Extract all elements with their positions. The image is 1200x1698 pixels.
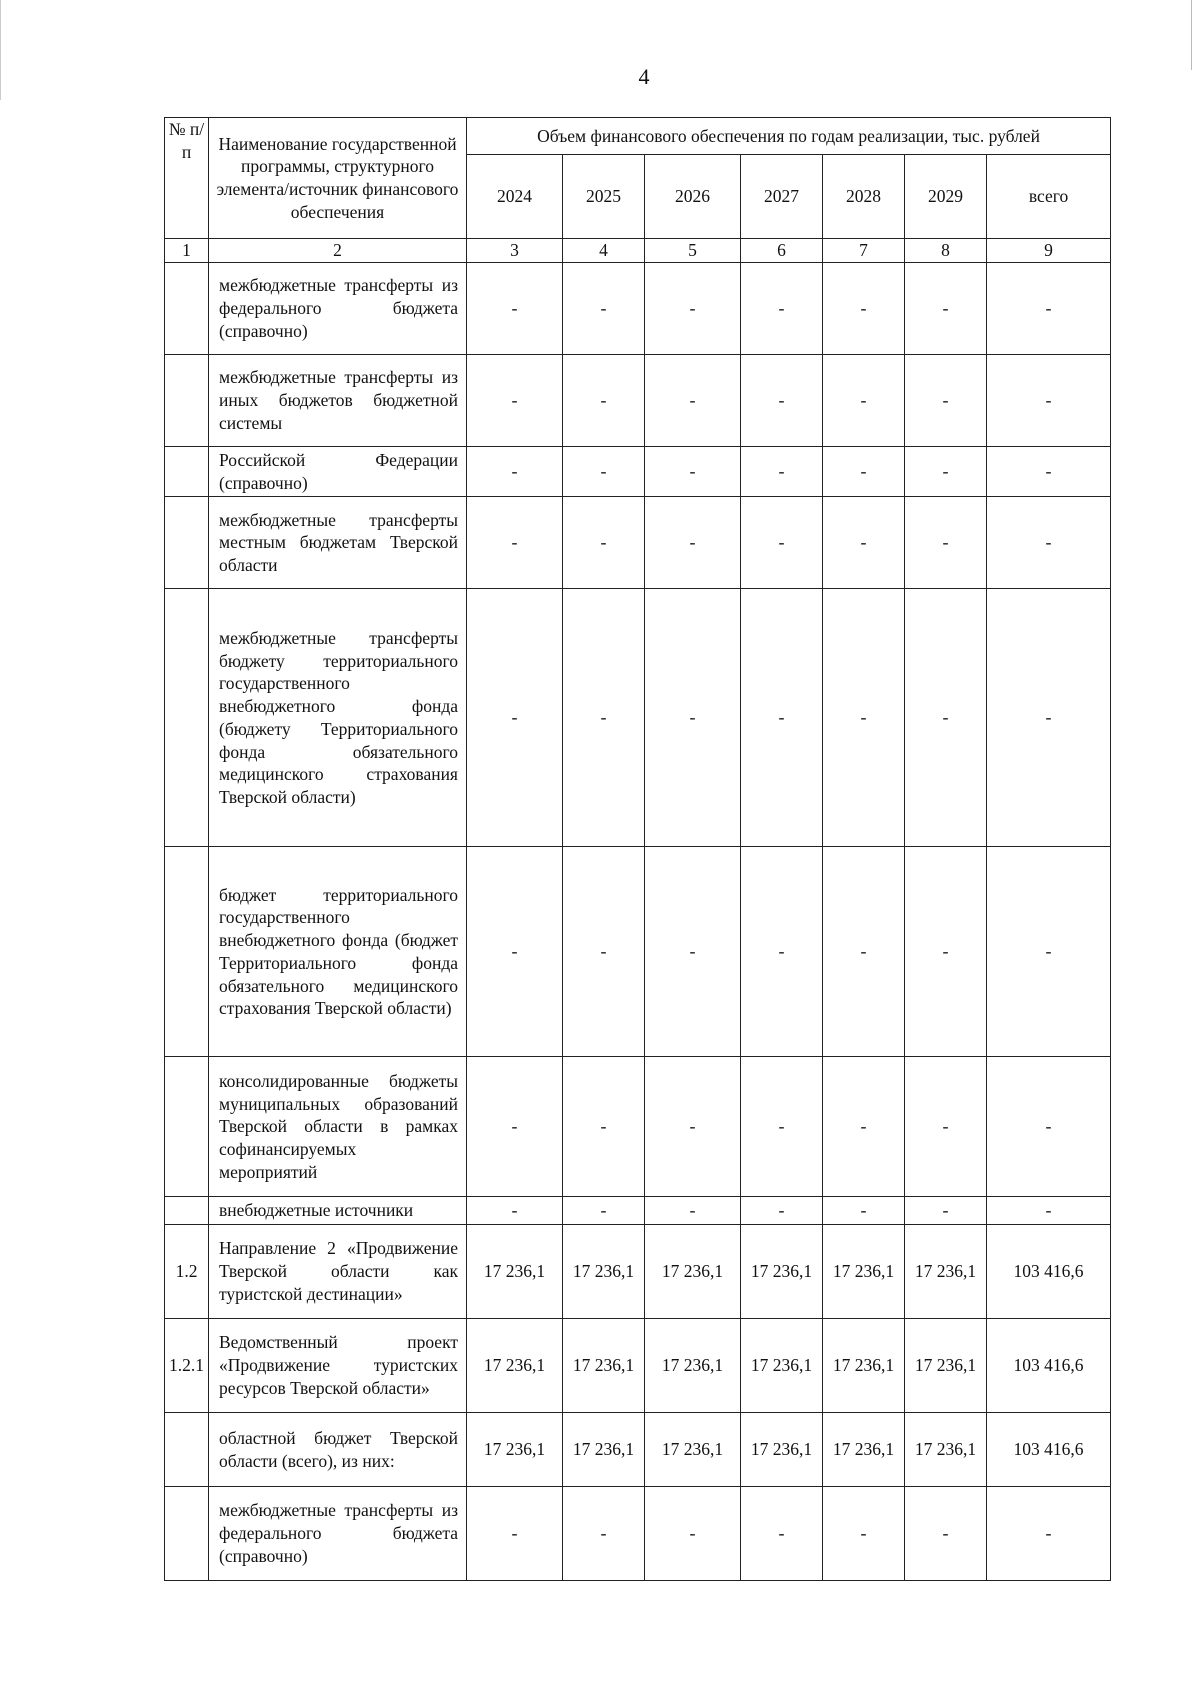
- year-value: 17 236,1: [823, 1413, 905, 1487]
- row-name: межбюджетные трансферты из иных бюджетов бюджетной системы: [219, 367, 458, 433]
- table-row: [165, 1057, 1111, 1197]
- year-value: 17 236,1: [467, 1413, 563, 1487]
- year-value: -: [467, 1487, 563, 1581]
- total-value: -: [987, 1487, 1111, 1581]
- row-number: 1.2.1: [165, 1319, 209, 1413]
- column-index: 2: [209, 239, 467, 263]
- row-name-cell: [209, 589, 467, 847]
- year-value: 17 236,1: [905, 1319, 987, 1413]
- table-row: [165, 847, 1111, 1057]
- row-name-cell: [209, 1487, 467, 1581]
- column-index: 5: [645, 239, 741, 263]
- year-value: 17 236,1: [741, 1225, 823, 1319]
- year-value: -: [563, 1487, 645, 1581]
- total-value: 103 416,6: [987, 1225, 1111, 1319]
- year-value: -: [823, 262, 905, 354]
- year-value: -: [741, 497, 823, 589]
- year-value: -: [823, 589, 905, 847]
- year-value: -: [563, 497, 645, 589]
- year-value: -: [823, 497, 905, 589]
- year-value: -: [905, 262, 987, 354]
- year-value: 17 236,1: [741, 1413, 823, 1487]
- row-number: [165, 847, 209, 1057]
- year-value: -: [741, 446, 823, 497]
- year-value: -: [741, 589, 823, 847]
- year-value: -: [905, 446, 987, 497]
- column-index: 6: [741, 239, 823, 263]
- row-name: областной бюджет Тверской области (всего), из них:: [219, 1427, 458, 1471]
- year-value: -: [823, 354, 905, 446]
- year-value: -: [905, 1197, 987, 1225]
- year-value: -: [645, 446, 741, 497]
- year-value: -: [905, 354, 987, 446]
- row-number: [165, 589, 209, 847]
- year-value: -: [563, 262, 645, 354]
- year-value: -: [563, 589, 645, 847]
- year-value: -: [905, 1487, 987, 1581]
- year-value: -: [563, 1197, 645, 1225]
- row-number: [165, 1487, 209, 1581]
- year-value: 17 236,1: [645, 1319, 741, 1413]
- column-index: 8: [905, 239, 987, 263]
- header-number: № п/п: [165, 118, 209, 239]
- year-value: -: [645, 497, 741, 589]
- table-row: [165, 1225, 1111, 1319]
- row-name-cell: [209, 1319, 467, 1413]
- table-row: [165, 589, 1111, 847]
- row-name: Ведомственный проект «Продвижение туристских ресурсов Тверской области»: [219, 1332, 458, 1398]
- total-value: -: [987, 497, 1111, 589]
- row-name: Направление 2 «Продвижение Тверской области как туристской дестинации»: [219, 1238, 458, 1304]
- year-value: 17 236,1: [741, 1319, 823, 1413]
- year-value: -: [645, 354, 741, 446]
- row-name: бюджет территориального государственного внебюджетного фонда (бюджет Территориального фонда обязательного медицинского страхования Тверской области): [219, 884, 458, 1019]
- year-value: -: [741, 1057, 823, 1197]
- year-value: -: [905, 589, 987, 847]
- year-value: -: [823, 446, 905, 497]
- year-value: -: [905, 1057, 987, 1197]
- row-name: Российской Федерации (справочно): [219, 449, 458, 493]
- row-name-cell: [209, 1413, 467, 1487]
- year-value: -: [467, 1197, 563, 1225]
- column-index: 1: [165, 239, 209, 263]
- row-name: внебюджетные источники: [219, 1200, 414, 1221]
- year-value: -: [467, 446, 563, 497]
- header-year: 2026: [645, 155, 741, 239]
- year-value: -: [467, 1057, 563, 1197]
- row-name-cell: [209, 354, 467, 446]
- year-value: -: [467, 262, 563, 354]
- year-value: -: [645, 1197, 741, 1225]
- year-value: 17 236,1: [563, 1319, 645, 1413]
- row-name: межбюджетные трансферты из федерального бюджета (справочно): [219, 1500, 458, 1566]
- year-value: 17 236,1: [905, 1413, 987, 1487]
- year-value: -: [645, 1057, 741, 1197]
- year-value: -: [823, 1057, 905, 1197]
- row-number: [165, 354, 209, 446]
- year-value: 17 236,1: [563, 1225, 645, 1319]
- year-value: 17 236,1: [645, 1413, 741, 1487]
- year-value: -: [563, 847, 645, 1057]
- column-index: 7: [823, 239, 905, 263]
- year-value: 17 236,1: [467, 1225, 563, 1319]
- table-row: [165, 1197, 1111, 1225]
- row-number: [165, 262, 209, 354]
- table-row: [165, 262, 1111, 354]
- scan-edge-mark-right: [1191, 0, 1192, 70]
- table-row: [165, 354, 1111, 446]
- row-number: 1.2: [165, 1225, 209, 1319]
- total-value: -: [987, 847, 1111, 1057]
- row-name: межбюджетные трансферты из федерального бюджета (справочно): [219, 275, 458, 341]
- header-name: Наименование государственной программы, структурного элемента/источник финансового обеспечения: [209, 118, 467, 239]
- row-name-cell: [209, 262, 467, 354]
- row-name: межбюджетные трансферты бюджету территориального государственного внебюджетного фонда (бюджету Территориального фонда обязательного медицинского страхования Тверской области): [219, 627, 458, 807]
- year-value: -: [645, 262, 741, 354]
- year-value: 17 236,1: [563, 1413, 645, 1487]
- year-value: -: [741, 354, 823, 446]
- year-value: -: [905, 847, 987, 1057]
- row-name: консолидированные бюджеты муниципальных образований Тверской области в рамках софинансируемых мероприятий: [219, 1070, 458, 1182]
- row-number: [165, 446, 209, 497]
- total-value: -: [987, 446, 1111, 497]
- year-value: -: [741, 262, 823, 354]
- table-row: [165, 1413, 1111, 1487]
- year-value: 17 236,1: [823, 1225, 905, 1319]
- row-name-cell: [209, 446, 467, 497]
- table-row: [165, 446, 1111, 497]
- header-row: [165, 118, 1111, 155]
- year-value: 17 236,1: [905, 1225, 987, 1319]
- year-value: -: [467, 354, 563, 446]
- table-row: [165, 1319, 1111, 1413]
- year-value: 17 236,1: [645, 1225, 741, 1319]
- year-value: -: [741, 847, 823, 1057]
- year-value: 17 236,1: [467, 1319, 563, 1413]
- row-name-cell: [209, 1197, 467, 1225]
- year-value: -: [563, 446, 645, 497]
- year-value: -: [741, 1197, 823, 1225]
- total-value: -: [987, 1197, 1111, 1225]
- year-value: -: [645, 847, 741, 1057]
- year-value: -: [563, 1057, 645, 1197]
- row-name-cell: [209, 1057, 467, 1197]
- year-value: -: [645, 589, 741, 847]
- year-value: -: [467, 497, 563, 589]
- table-row: [165, 497, 1111, 589]
- row-number: [165, 1413, 209, 1487]
- column-index: 4: [563, 239, 645, 263]
- header-year: 2025: [563, 155, 645, 239]
- year-value: -: [823, 1197, 905, 1225]
- year-value: -: [467, 847, 563, 1057]
- header-year: 2029: [905, 155, 987, 239]
- total-value: -: [987, 262, 1111, 354]
- header-year: 2027: [741, 155, 823, 239]
- year-value: 17 236,1: [823, 1319, 905, 1413]
- header-year: 2028: [823, 155, 905, 239]
- row-name-cell: [209, 497, 467, 589]
- year-value: -: [645, 1487, 741, 1581]
- total-value: 103 416,6: [987, 1319, 1111, 1413]
- row-name-cell: [209, 1225, 467, 1319]
- page-number: 4: [638, 64, 650, 89]
- financing-table: [164, 117, 1111, 1581]
- column-index: 3: [467, 239, 563, 263]
- year-value: -: [905, 497, 987, 589]
- year-value: -: [467, 589, 563, 847]
- total-value: -: [987, 1057, 1111, 1197]
- table-body: [165, 118, 1111, 1581]
- row-number: [165, 497, 209, 589]
- header-total: всего: [987, 155, 1111, 239]
- column-index: 9: [987, 239, 1111, 263]
- year-value: -: [823, 847, 905, 1057]
- column-index-row: [165, 239, 1111, 263]
- year-value: -: [823, 1487, 905, 1581]
- header-financing-volume: Объем финансового обеспечения по годам реализации, тыс. рублей: [467, 118, 1111, 155]
- row-name-cell: [209, 847, 467, 1057]
- year-value: -: [563, 354, 645, 446]
- table-row: [165, 1487, 1111, 1581]
- year-value: -: [741, 1487, 823, 1581]
- total-value: -: [987, 354, 1111, 446]
- total-value: 103 416,6: [987, 1413, 1111, 1487]
- row-name: межбюджетные трансферты местным бюджетам Тверской области: [219, 509, 458, 576]
- header-year: 2024: [467, 155, 563, 239]
- total-value: -: [987, 589, 1111, 847]
- row-number: [165, 1197, 209, 1225]
- row-number: [165, 1057, 209, 1197]
